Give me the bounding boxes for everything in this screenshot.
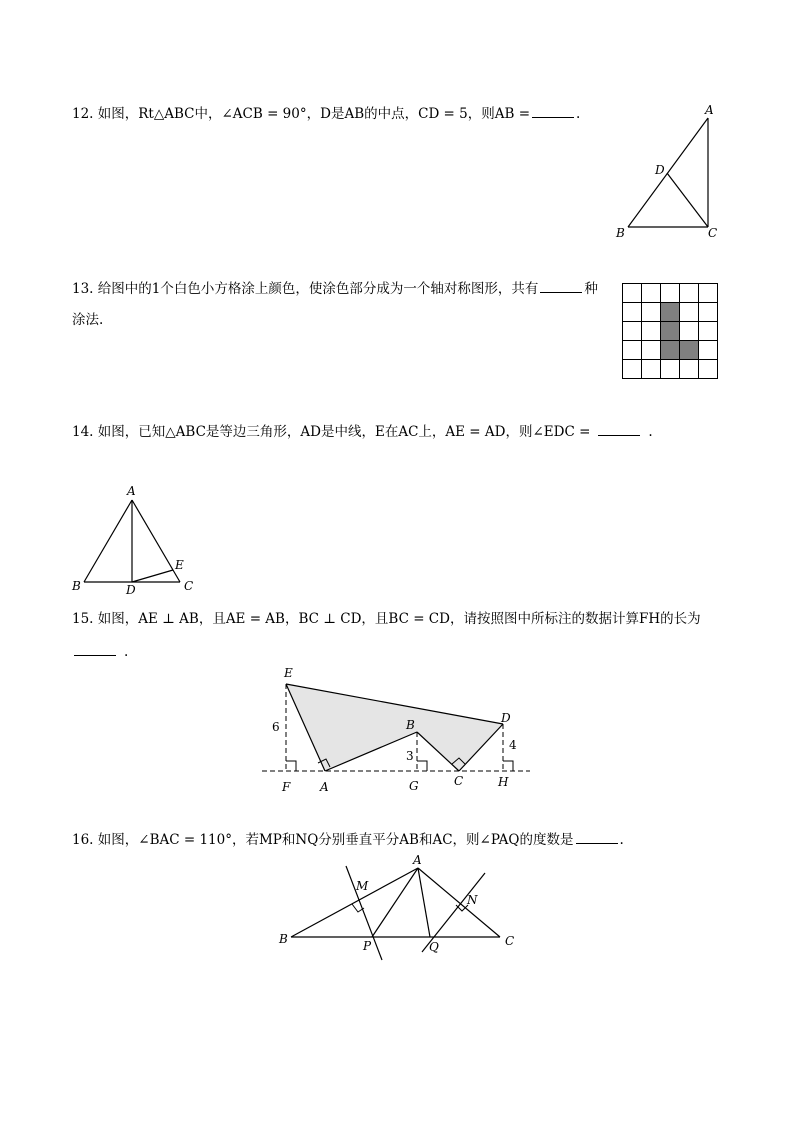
label-B: B <box>279 932 288 946</box>
label-C: C <box>184 579 194 593</box>
label-D: D <box>655 163 665 177</box>
length-EF: 6 <box>272 720 280 734</box>
label-M: M <box>356 879 369 893</box>
label-B: B <box>72 579 81 593</box>
label-E: E <box>284 666 293 680</box>
question-13-line2: 涂法. <box>72 312 104 328</box>
label-Q: Q <box>429 940 439 954</box>
length-DH: 4 <box>509 738 517 752</box>
label-B: B <box>406 718 415 732</box>
label-A: A <box>320 780 329 794</box>
label-B: B <box>616 226 625 240</box>
label-A: A <box>705 103 714 117</box>
length-BG: 3 <box>406 749 414 763</box>
label-A: A <box>413 853 422 867</box>
label-C: C <box>708 226 718 240</box>
question-16: 16. 如图，∠BAC = 110°，若MP和NQ分别垂直平分AB和AC，则∠PAQ的度数是 . <box>72 832 624 848</box>
label-N: N <box>467 893 478 907</box>
question-12-text: 12. 如图，Rt△ABC中，∠ACB = 90°，D是AB的中点，CD = 5，则AB = <box>72 106 531 122</box>
question-14-text: 14. 如图，已知△ABC是等边三角形，AD是中线，E在AC上，AE = AD，则∠EDC = <box>72 424 591 440</box>
label-P: P <box>363 939 372 953</box>
label-C: C <box>454 774 464 788</box>
question-13-text: 13. 给图中的1个白色小方格涂上颜色，使涂色部分成为一个轴对称图形，共有 <box>72 281 539 297</box>
question-13: 13. 给图中的1个白色小方格涂上颜色，使涂色部分成为一个轴对称图形，共有 种 <box>72 281 598 297</box>
label-E: E <box>175 558 184 572</box>
question-14: 14. 如图，已知△ABC是等边三角形，AD是中线，E在AC上，AE = AD，则∠EDC = . <box>72 424 653 440</box>
label-H: H <box>498 775 509 789</box>
question-15-text: 15. 如图，AE ⊥ AB，且AE = AB，BC ⊥ CD，且BC = CD，请按照图中所标注的数据计算FH的长为 <box>72 611 701 627</box>
label-C: C <box>505 934 515 948</box>
label-G: G <box>409 779 419 793</box>
label-F: F <box>282 780 291 794</box>
label-D: D <box>501 711 511 725</box>
question-12: 12. 如图，Rt△ABC中，∠ACB = 90°，D是AB的中点，CD = 5，则AB = . <box>72 106 581 122</box>
question-15-line2: . <box>72 642 128 662</box>
label-A: A <box>127 484 136 498</box>
question-16-text: 16. 如图，∠BAC = 110°，若MP和NQ分别垂直平分AB和AC，则∠PAQ的度数是 <box>72 832 574 848</box>
label-D: D <box>126 583 136 597</box>
